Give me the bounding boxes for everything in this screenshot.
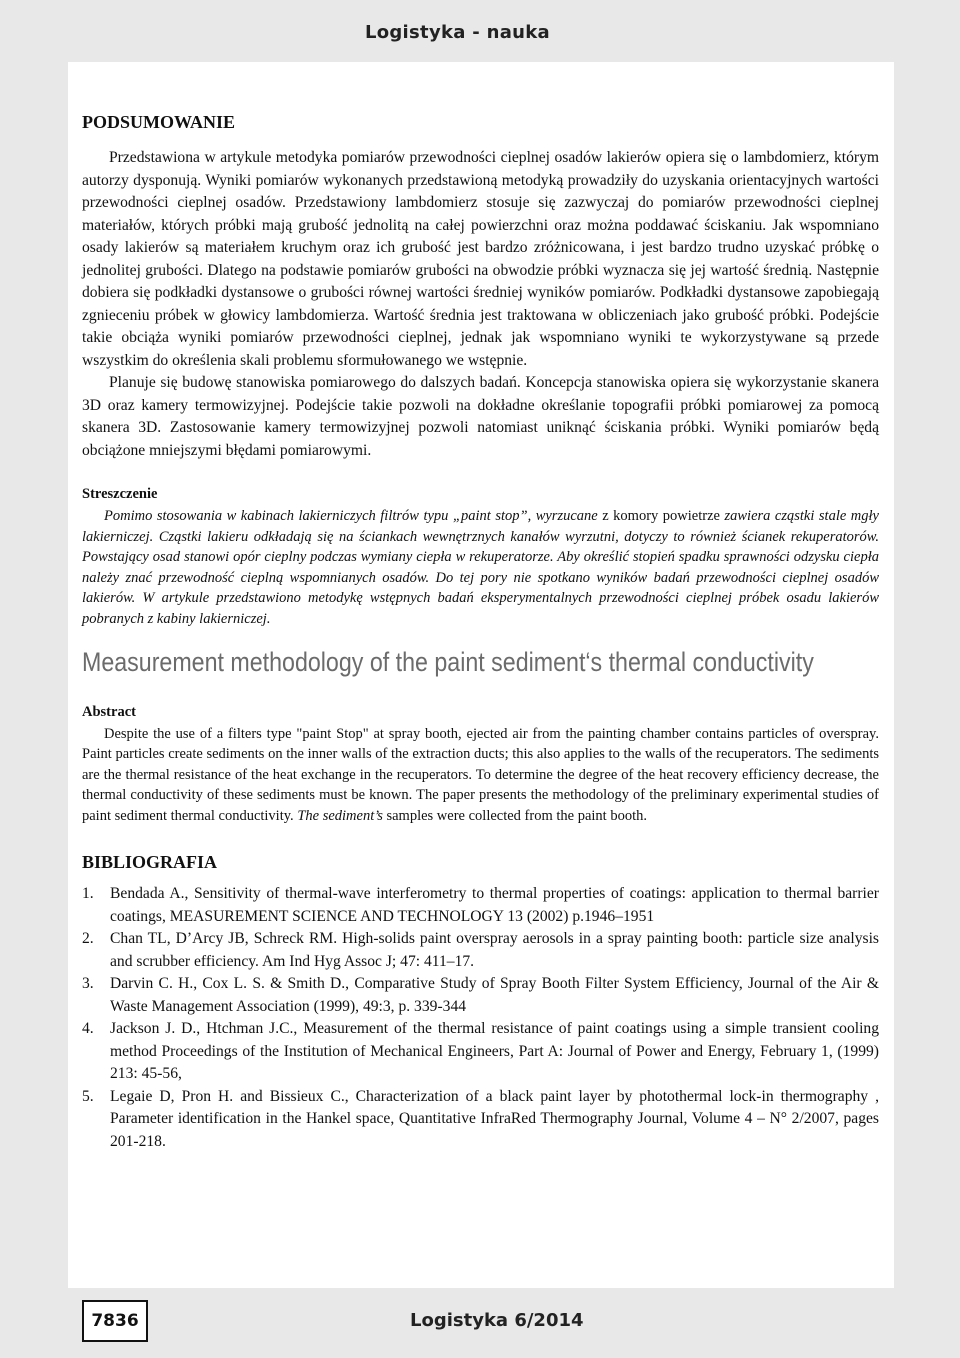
bibliography-item bbox=[82, 883, 879, 928]
abstract-text bbox=[82, 724, 879, 826]
streszczenie-heading: Streszczenie bbox=[82, 486, 158, 502]
bibliography-item bbox=[82, 1018, 879, 1086]
abstract-part-1: Despite the use of a filters type "paint Stop" at spray booth, ejected air from the painting chamber contains particles of overspray. Paint particles create sediments on the inner walls of the extraction ducts; this also applies to the walls of the recuperators. The sediments are the thermal resistance of the heat exchange in the recuperators. To determine the degree of the heat recovery efficiency decrease, the thermal conductivity of these sediments must be known. The paper presents the methodology of the preliminary experimental studies of paint sediment thermal conductivity. bbox=[82, 726, 879, 824]
page-number-box bbox=[82, 1300, 148, 1342]
bibliography-list bbox=[82, 883, 879, 1153]
summary-paragraph-2: Planuje się budowę stanowiska pomiarowego do dalszych badań. Koncepcja stanowiska opiera się wykorzystanie skanera 3D oraz kamery termowizyjnej. Podejście takie pozwoli na dokładne określanie topografii próbki pomiarowej za pomocą skanera 3D. Zastosowanie kamery termowizyjnej pozwoli natomiast uniknąć ściskania próbki. Wyniki pomiarów będą obciążone mniejszymi błędami pomiarowymi. bbox=[82, 374, 879, 459]
summary-text bbox=[82, 147, 879, 462]
bibliography-item-text: Legaie D, Pron H. and Bissieux C., Characterization of a black paint layer by photothermal lock-in thermography , Parameter identification in the Hankel space, Quantitative InfraRed Thermography Journal, Volume 4 – N° 2/2007, pages 201-218. bbox=[110, 1087, 879, 1150]
bibliography-item bbox=[82, 928, 879, 973]
bibliography-heading: BIBLIOGRAFIA bbox=[82, 852, 218, 873]
bibliography-item bbox=[82, 1086, 879, 1154]
bibliography-item-text: Jackson J. D., Htchman J.C., Measurement of the thermal resistance of paint coatings using a simple transient cooling method Proceedings of the Institution of Mechanical Engineers, Part A: Journal of Power and Energy, February 1, (1999) 213: 45-56, bbox=[110, 1020, 879, 1083]
bibliography-item-number: 4. bbox=[82, 1020, 94, 1038]
english-title: Measurement methodology of the paint sediment‘s thermal conductivity bbox=[82, 647, 814, 677]
streszczenie-part-3: zawiera cząstki stale mgły lakierniczej. Cząstki lakieru odkładają się na ściankach wewnętrznych kanałów wyrzutni, dotyczy to również ścianek rekuperatorów. Powstający osad stanowi opór cieplny podczas wymiany ciepła w rekuperatorze. Aby określić stopień spadku sprawności odzysku ciepła należy znać przewodność cieplną wspomnianych osadów. Do tej pory nie spotkano wyników badań przewodności cieplnej osadów lakierów. W artykule przedstawiono metodykę wstępnych badań eksperymentalnych przewodności cieplnej próbek osadu lakierów pobranych z kabiny lakierniczej. bbox=[82, 508, 879, 627]
bibliography-item-number: 2. bbox=[82, 930, 94, 948]
bibliography-item-text: Chan TL, D’Arcy JB, Schreck RM. High-solids paint overspray aerosols in a spray painting booth: particle size analysis and scrubber efficiency. Am Ind Hyg Assoc J; 47: 411–17. bbox=[110, 930, 879, 970]
bibliography-item-text: Darvin C. H., Cox L. S. & Smith D., Comparative Study of Spray Booth Filter System Efficiency, Journal of the Air & Waste Management Association (1999), 49:3, p. 339-344 bbox=[110, 975, 879, 1015]
running-header: Logistyka - nauka bbox=[364, 22, 550, 43]
article-content bbox=[82, 112, 879, 1153]
abstract-part-3: samples were collected from the paint booth. bbox=[382, 807, 647, 824]
page-body bbox=[68, 62, 894, 1288]
bibliography-item bbox=[82, 973, 879, 1018]
bibliography-item-number: 5. bbox=[82, 1087, 94, 1105]
streszczenie-text bbox=[82, 506, 879, 629]
streszczenie-part-2: z komory powietrze bbox=[597, 508, 720, 524]
page-number: 7836 bbox=[91, 1311, 139, 1331]
bibliography-item-text: Bendada A., Sensitivity of thermal-wave interferometry to thermal properties of coatings: application to thermal barrier coatings, MEASUREMENT SCIENCE AND TECHNOLOGY 13 (2002) p.1946–1951 bbox=[110, 885, 879, 925]
bibliography-item-number: 1. bbox=[82, 885, 94, 903]
streszczenie-part-1: Pomimo stosowania w kabinach lakierniczych filtrów typu „paint stop”, wyrzucane bbox=[104, 508, 598, 524]
abstract-part-2: The sediment’s bbox=[297, 807, 383, 824]
abstract-heading: Abstract bbox=[82, 704, 136, 720]
journal-footer: Logistyka 6/2014 bbox=[410, 1310, 584, 1331]
summary-heading: PODSUMOWANIE bbox=[82, 112, 236, 132]
summary-paragraph-1: Przedstawiona w artykule metodyka pomiarów przewodności cieplnej osadów lakierów opiera się o lambdomierz, którym autorzy dysponują. Wyniki pomiarów wykonanych przedstawioną metodyką prowadziły do uzyskania orientacyjnych wartości przewodności cieplnej osadów. Przedstawiony lambdomierz stosuje się zazwyczaj do pomiarów przewodności cieplnej materiałów, których próbki mają grubość jednolitą na całej powierzchni oraz można poddawać ściskaniu. Jak wspomniano osady lakierów są materiałem kruchym oraz ich grubość jest bardzo zróżnicowana, i jest bardzo trudno uzyskać próbkę o jednolitej grubości. Dlatego na podstawie pomiarów grubości na obwodzie próbki wyznacza się jej wartość średnią. Następnie dobiera się podkładki dystansowe o grubości równej wartości średniej wyników pomiarów. Podkładki dystansowe zapobiegają zgnieceniu próbek w głowicy lambdomierza. Wartość średnia jest traktowana w obliczeniach jako grubość próbki. Podejście takie obciąża wyniki pomiarów przewodności cieplnej, jednak jak wspomniano wyniki te wykorzystywane są przede wszystkim do określenia skali problemu sformułowanego we wstępnie. bbox=[82, 149, 879, 369]
bibliography-item-number: 3. bbox=[82, 975, 94, 993]
